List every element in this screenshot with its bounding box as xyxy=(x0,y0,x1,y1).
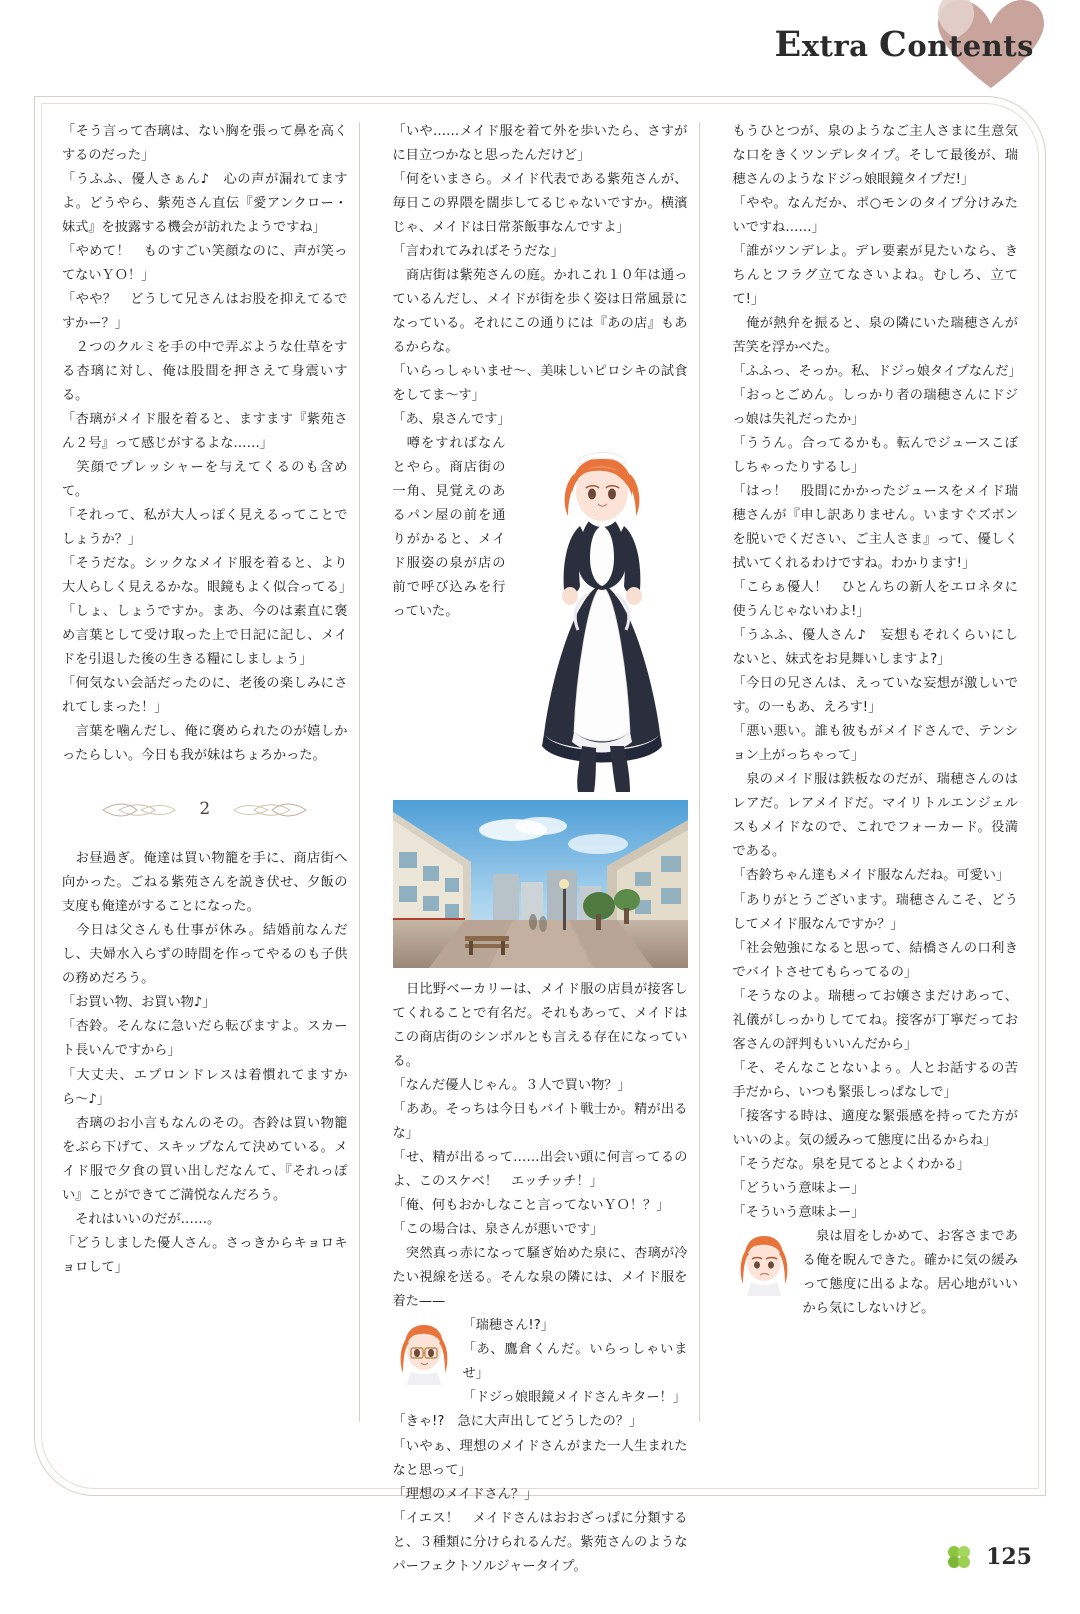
page-header xyxy=(775,24,1035,65)
paragraph: 「やや。なんだか、ポ○モンのタイプ分けみたいですね……」 xyxy=(732,196,1018,236)
paragraph: 笑顔でプレッシャーを与えてくるのも含めて。 xyxy=(62,460,348,500)
paragraph: 「やや？ どうして兄さんはお股を抑えてるですかー？」 xyxy=(62,292,348,332)
paragraph: お昼過ぎ。俺達は買い物籠を手に、商店街へ向かった。ごねる紫苑さんを説き伏せ、夕飯の支度も俺達がすることになった。 xyxy=(62,851,348,915)
paragraph: 「俺、何もおかしなこと言ってないＹＯ！？」 xyxy=(392,1198,670,1214)
paragraph: 「なんだ優人じゃん。３人で買い物？」 xyxy=(392,1078,631,1094)
paragraph: 「悪い悪い。誰も彼もがメイドさんで、テンション上がっちゃって」 xyxy=(732,724,1018,764)
izumi-mini-portrait xyxy=(393,1317,455,1387)
paragraph: 「杏鈴。そんなに急いだら転びますよ。スカート長いんですから」 xyxy=(62,1019,348,1059)
paragraph: 杏璃のお小言もなんのその。杏鈴は買い物籠をぶら下げて、スキップなんて決めている。メイド服で夕食の買い出しだなんて、『それっぽい』ことができてご満悦なんだろう。 xyxy=(62,1115,348,1203)
column-2 xyxy=(392,120,688,1574)
column-1 xyxy=(62,120,353,1430)
paragraph: 噂をすればなんとやら。商店街の一角、見覚えのあるパン屋の前を通りがかると、メイド服姿の泉が店の前で呼び込みを行っていた。 xyxy=(392,436,506,620)
paragraph: 「そうなのよ。瑞穂ってお嬢さまだけあって、礼儀がしっかりしててね。接客が丁寧だってお客さんの評判もいいんだから」 xyxy=(732,988,1018,1052)
paragraph: 「あ、泉さんです」 xyxy=(392,412,511,428)
paragraph: 「いやぁ、理想のメイドさんがまた一人生まれたなと思って」 xyxy=(392,1438,688,1478)
paragraph: 「ドジっ娘眼鏡メイドさんキター！」 xyxy=(462,1390,686,1406)
paragraph: 「ありがとうございます。瑞穂さんこそ、どうしてメイド服なんですか？」 xyxy=(732,892,1018,932)
maid-character-illustration xyxy=(516,434,688,796)
paragraph: 「ふふっ、そっか。私、ドジっ娘タイプなんだ」 xyxy=(732,364,1022,380)
page-number: 125 xyxy=(986,1544,1032,1570)
column-divider xyxy=(359,122,360,1422)
paragraph: 商店街は紫苑さんの庭。かれこれ１０年は通っているんだし、メイドが街を歩く姿は日常風景になっている。それにこの通りには『あの店』もあるからな。 xyxy=(392,268,688,356)
paragraph: 「うふふ、優人さん♪ 妄想もそれくらいにしないと、妹式をお見舞いしますよ?」 xyxy=(732,628,1018,668)
clover-icon xyxy=(944,1542,974,1572)
column-divider-2 xyxy=(699,122,700,1422)
paragraph: 「しょ、しょうですか。まあ、今のは素直に褒め言葉として受け取った上で日記に記し、メイドを引退した後の生きる糧にしましょう」 xyxy=(62,604,348,668)
paragraph: 「今日の兄さんは、えっていな妄想が激しいです。の一もあ、えろす!」 xyxy=(732,676,1018,716)
paragraph: 言葉を噛んだし、俺に褒められたのが嬉しかったらしい。今日も我が妹はちょろかった。 xyxy=(62,724,348,764)
paragraph: 「そう言って杏璃は、ない胸を張って鼻を高くするのだった」 xyxy=(62,124,348,164)
paragraph: 「お買い物、お買い物♪」 xyxy=(62,995,216,1011)
paragraph: 今日は父さんも仕事が休み。結婚前なんだし、夫婦水入らずの時間を作ってやるのも子供の務めだろう。 xyxy=(62,923,348,987)
paragraph: 泉のメイド服は鉄板なのだが、瑞穂さんのはレアだ。レアメイドだ。マイリトルエンジェルスもメイドなので、これでフォーカード。役満である。 xyxy=(732,772,1018,860)
page-title: Extra Contents xyxy=(774,24,1034,65)
paragraph: 「こらぁ優人！ ひとんちの新人をエロネタに使うんじゃないわよ!」 xyxy=(732,580,1018,620)
paragraph: 「そういう意味よー」 xyxy=(732,1204,865,1220)
paragraph: 「はっ！ 股間にかかったジュースをメイド瑞穂さんが『申し訳ありません。いますぐズボンを脱いでください、ご主人さま』って、優しく拭いてくれるわけですね。わかります!」 xyxy=(732,484,1018,572)
paragraph: 「瑞穂さん!?」 xyxy=(462,1318,554,1334)
paragraph: 「杏鈴ちゃん達もメイド服なんだね。可愛い」 xyxy=(732,868,1010,884)
paragraph: 「あ、鷹倉くんだ。いらっしゃいませ」 xyxy=(462,1342,688,1382)
shopping-street-photo xyxy=(393,800,688,968)
flourish-left-icon xyxy=(101,801,193,819)
paragraph: 「理想のメイドさん？」 xyxy=(392,1486,538,1502)
paragraph: 「ううん。合ってるかも。転んでジュースこぼしちゃったりするし」 xyxy=(732,436,1018,476)
paragraph: 「いらっしゃいませ〜、美味しいピロシキの試食をしてま〜す」 xyxy=(392,364,688,404)
izumi-mini-portrait-2 xyxy=(733,1228,795,1298)
paragraph: 「やめて！ ものすごい笑顔なのに、声が笑ってないＹＯ！」 xyxy=(62,244,348,284)
paragraph: 突然真っ赤になって騒ぎ始めた泉に、杏璃が冷たい視線を送る。そんな泉の隣には、メイド服を着た—— xyxy=(392,1246,688,1310)
paragraph: 「せ、精が出るって……出会い頭に何言ってるのよ、このスケベ！ エッチッチ！」 xyxy=(392,1150,688,1190)
paragraph: ２つのクルミを手の中で弄ぶような仕草をする杏璃に対し、俺は股間を押さえて身震いする。 xyxy=(62,340,348,404)
paragraph: 「それって、私が大人っぽく見えるってことでしょうか？」 xyxy=(62,508,348,548)
column-3 xyxy=(732,120,1022,1430)
paragraph: 「おっとごめん。しっかり者の瑞穂さんにドジっ娘は失礼だったか」 xyxy=(732,388,1018,428)
paragraph: 「きゃ!? 急に大声出してどうしたの？」 xyxy=(392,1414,643,1430)
paragraph: 「ああ。そっちは今日もバイト戦士か。精が出るな」 xyxy=(392,1102,688,1142)
paragraph: 日比野ベーカリーは、メイド服の店員が接客してくれることで有名だ。それもあって、メイドはこの商店街のシンボルとも言える存在になっている。 xyxy=(392,982,688,1070)
section-number: 2 xyxy=(199,799,211,820)
paragraph: 「社会勉強になると思って、結橋さんの口利きでバイトさせてもらってるの」 xyxy=(732,940,1018,980)
paragraph: 「そ、そんなことないよぅ。人とお話するの苦手だから、いつも緊張しっぱなしで」 xyxy=(732,1060,1018,1100)
section-ornament xyxy=(62,794,348,825)
paragraph: 「何気ない会話だったのに、老後の楽しみにされてしまった！」 xyxy=(62,676,348,716)
paragraph: 泉は眉をしかめて、お客さまである俺を睨んできた。確かに気の緩みって態度に出るよな。居心地がいいから気にしないけど。 xyxy=(802,1228,1018,1316)
flourish-right-icon xyxy=(216,801,308,819)
paragraph: 「どうしました優人さん。さっきからキョロキョロして」 xyxy=(62,1235,348,1275)
paragraph: 「大丈夫、エプロンドレスは着慣れてますから〜♪」 xyxy=(62,1067,348,1107)
paragraph: 「そうだな。泉を見てるとよくわかる」 xyxy=(732,1156,970,1172)
paragraph: 俺が熱弁を振ると、泉の隣にいた瑞穂さんが苦笑を浮かべた。 xyxy=(732,316,1018,356)
paragraph: 「何をいまさら。メイド代表である紫苑さんが、毎日この界隈を闊歩してるじゃないですか。横濱じゃ、メイドは日常茶飯事なんですよ」 xyxy=(392,172,688,236)
paragraph: 「イエス！ メイドさんはおおざっぱに分類すると、３種類に分けられるんだ。紫苑さんのようなパーフェクトソルジャータイプ。 xyxy=(392,1510,688,1574)
paragraph: 「接客する時は、適度な緊張感を持ってた方がいいのよ。気の緩みって態度に出るからね」 xyxy=(732,1108,1018,1148)
paragraph: 「そうだな。シックなメイド服を着ると、より大人らしく見えるかな。眼鏡もよく似合ってる」 xyxy=(62,556,353,596)
paragraph: 「誰がツンデレよ。デレ要素が見たいなら、きちんとフラグ立てなさいよね。むしろ、立てて!」 xyxy=(732,244,1018,308)
paragraph: 「言われてみればそうだな」 xyxy=(392,244,564,260)
paragraph: 「杏璃がメイド服を着ると、ますます『紫苑さん２号』って感じがするよな……」 xyxy=(62,412,348,452)
paragraph: それはいいのだが……。 xyxy=(62,1211,221,1227)
paragraph: もうひとつが、泉のようなご主人さまに生意気な口をきくツンデレタイプ。そして最後が、瑞穂さんのようなドジっ娘眼鏡タイプだ!」 xyxy=(732,124,1018,188)
page-footer xyxy=(944,1542,1032,1572)
paragraph: 「いや……メイド服を着て外を歩いたら、さすがに目立つかなと思ったんだけど」 xyxy=(392,124,688,164)
paragraph: 「この場合は、泉さんが悪いです」 xyxy=(392,1222,604,1238)
paragraph: 「どういう意味よー」 xyxy=(732,1180,865,1196)
paragraph: 「うふふ、優人さぁん♪ 心の声が漏れてますよ。どうやら、紫苑さん直伝『愛アンクロー・妹式』を披露する機会が訪れたようですね」 xyxy=(62,172,348,236)
